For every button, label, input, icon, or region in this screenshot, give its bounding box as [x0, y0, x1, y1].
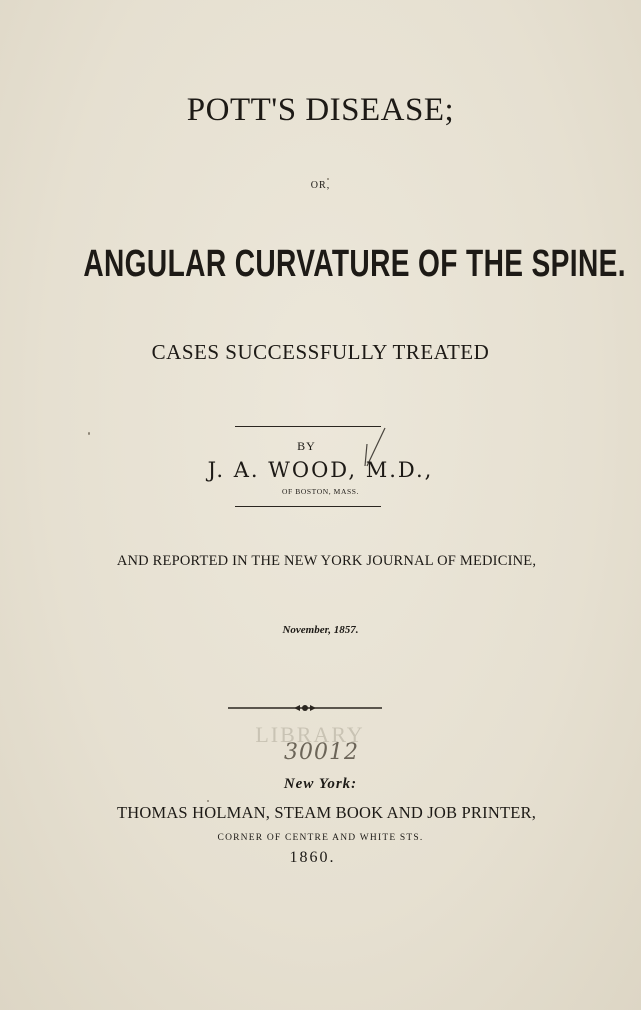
- author-name: J. A. WOOD, M.D.,: [207, 458, 434, 482]
- paper-speck: [327, 178, 329, 180]
- paper-speck: [207, 800, 209, 802]
- publication-date: November, 1857.: [282, 624, 359, 636]
- ornamental-rule: [228, 702, 382, 714]
- imprint-address: CORNER OF CENTRE AND WHITE STS.: [217, 833, 424, 843]
- author-place: OF BOSTON, MASS.: [282, 487, 359, 496]
- reported-line: AND REPORTED IN THE NEW YORK JOURNAL OF MEDICINE,: [116, 553, 537, 569]
- imprint-city: New York:: [283, 776, 358, 792]
- by-line: BY: [297, 439, 316, 453]
- stamp-number: 30012: [284, 740, 359, 765]
- cases-line: CASES SUCCESSFULLY TREATED: [151, 340, 490, 364]
- book-subtitle: ANGULAR CURVATURE OF THE SPINE.: [83, 243, 626, 285]
- bottom-rule: [235, 506, 381, 507]
- imprint-year: 1860.: [289, 849, 336, 866]
- paper-speck: [88, 432, 90, 435]
- title-or: OR,: [310, 180, 331, 191]
- library-stamp: [250, 722, 370, 776]
- imprint-printer: THOMAS HOLMAN, STEAM BOOK AND JOB PRINTER,: [116, 803, 537, 822]
- stamp-faint-text: LIBRARY: [255, 722, 365, 747]
- book-title: POTT'S DISEASE;: [186, 92, 455, 128]
